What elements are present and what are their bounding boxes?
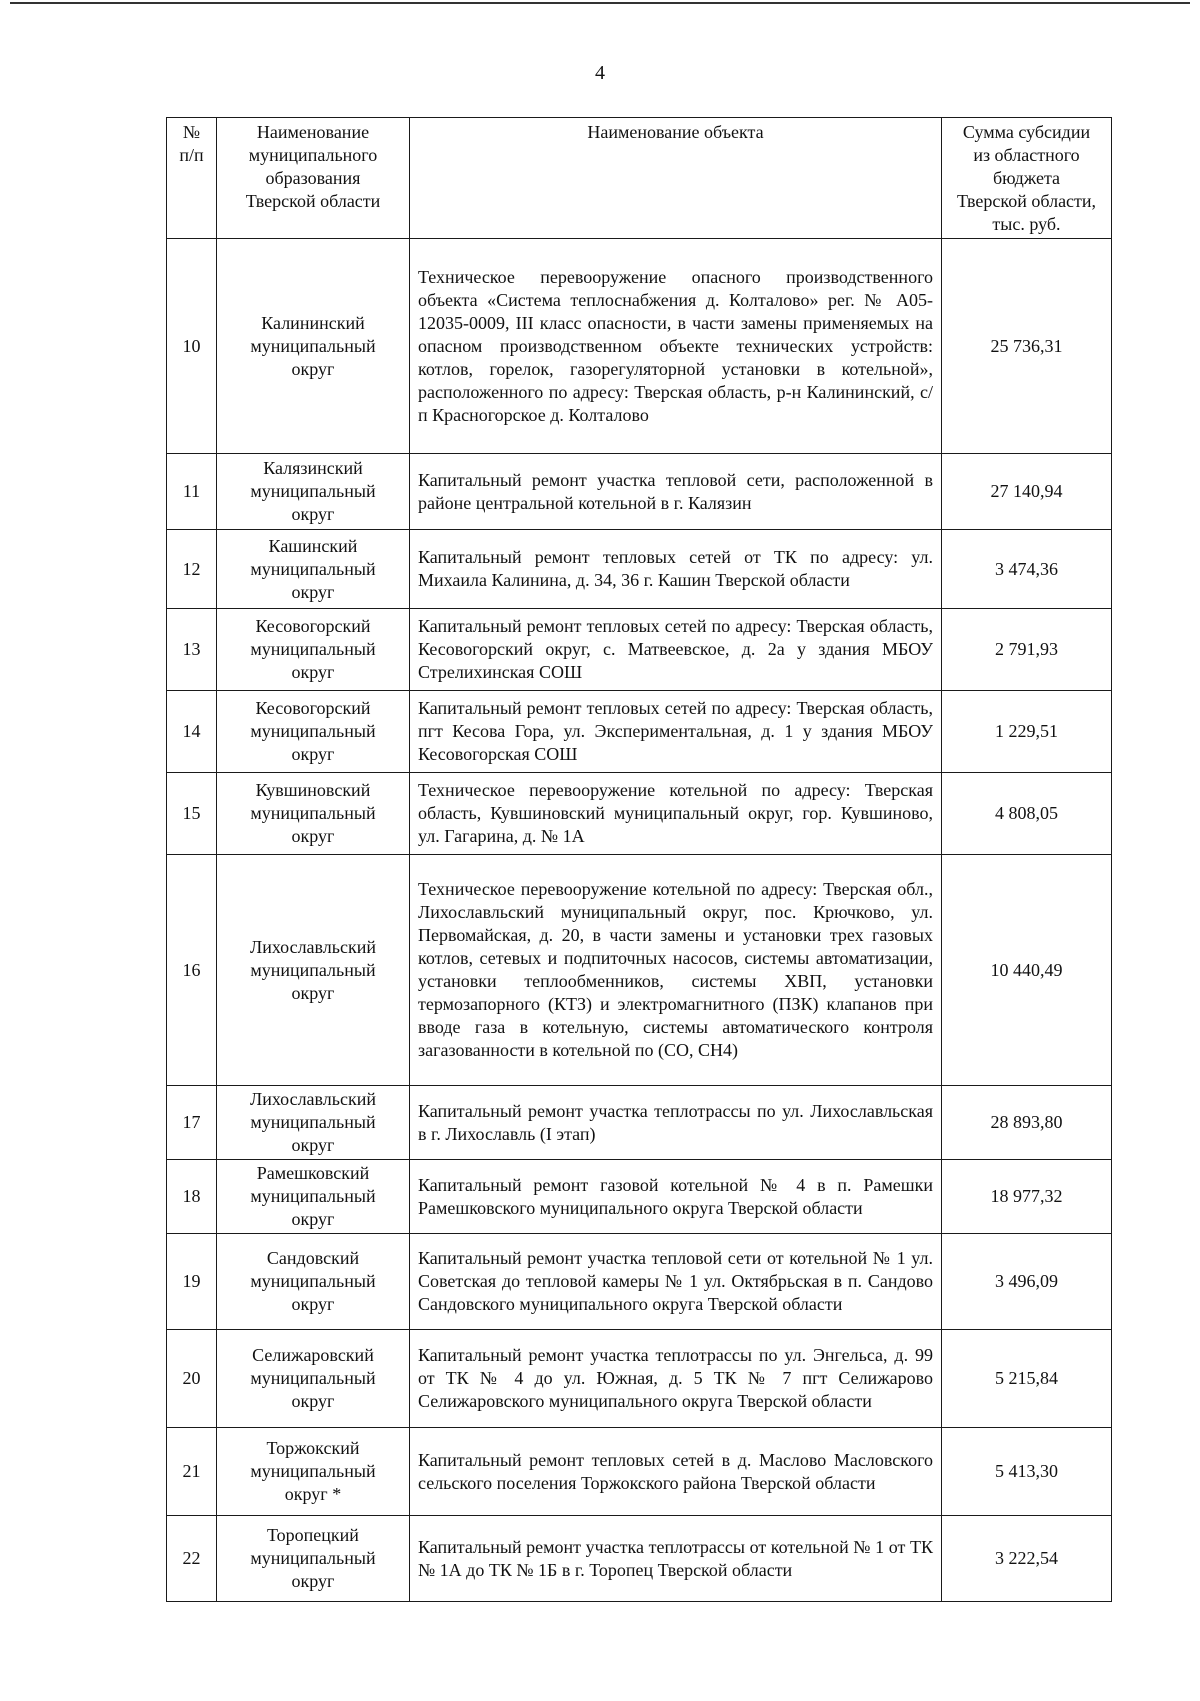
table-row	[167, 1428, 1112, 1516]
row-number: 20	[167, 1330, 217, 1428]
municipality-cell: Лихославльский муниципальный округ	[217, 1086, 410, 1160]
header-number: № п/п	[167, 118, 217, 239]
sum-cell: 3 474,36	[942, 530, 1112, 609]
sum-cell: 25 736,31	[942, 239, 1112, 454]
page-number: 4	[595, 62, 605, 84]
header-object-name: Наименование объекта	[410, 118, 942, 239]
table-row	[167, 1086, 1112, 1160]
object-cell: Капитальный ремонт тепловых сетей от ТК по адресу: ул. Михаила Калинина, д. 34, 36 г. Кашин Тверской области	[410, 530, 942, 609]
row-number: 13	[167, 609, 217, 691]
row-number: 10	[167, 239, 217, 454]
table-row	[167, 454, 1112, 530]
object-cell: Капитальный ремонт газовой котельной № 4 в п. Рамешки Рамешковского муниципального округа Тверской области	[410, 1160, 942, 1234]
header-municipality: Наименование муниципального образования Тверской области	[217, 118, 410, 239]
row-number: 22	[167, 1516, 217, 1602]
table-header	[167, 118, 1112, 239]
object-cell: Капитальный ремонт участка теплотрассы от котельной № 1 от ТК № 1А до ТК № 1Б в г. Торопец Тверской области	[410, 1516, 942, 1602]
object-cell: Техническое перевооружение котельной по адресу: Тверская область, Кувшиновский муниципальный округ, гор. Кувшиново, ул. Гагарина, д. № 1А	[410, 773, 942, 855]
municipality-cell: Кувшиновский муниципальный округ	[217, 773, 410, 855]
object-cell: Техническое перевооружение котельной по адресу: Тверская обл., Лихославльский муниципальный округ, пос. Крючково, ул. Первомайская, д. 20, в части замены и установки трех газовых котлов, сетевых и подпиточных насосов, системы автоматизации, установки теплообменников, системы ХВП, установки термозапорного (КТЗ) и электромагнитного (ПЗК) клапанов при вводе газа в котельную, системы автоматического контроля загазованности в котельной по (CO, CH4)	[410, 855, 942, 1086]
municipality-cell: Лихославльский муниципальный округ	[217, 855, 410, 1086]
object-cell: Капитальный ремонт тепловых сетей в д. Маслово Масловского сельского поселения Торжокского района Тверской области	[410, 1428, 942, 1516]
municipality-cell: Сандовский муниципальный округ	[217, 1234, 410, 1330]
municipality-cell: Кесовогорский муниципальный округ	[217, 609, 410, 691]
municipality-cell: Кашинский муниципальный округ	[217, 530, 410, 609]
row-number: 18	[167, 1160, 217, 1234]
table-row	[167, 609, 1112, 691]
municipality-cell: Торопецкий муниципальный округ	[217, 1516, 410, 1602]
row-number: 16	[167, 855, 217, 1086]
municipality-cell: Калининский муниципальный округ	[217, 239, 410, 454]
row-number: 14	[167, 691, 217, 773]
row-number: 19	[167, 1234, 217, 1330]
table-row	[167, 530, 1112, 609]
row-number: 11	[167, 454, 217, 530]
municipality-cell: Торжокский муниципальный округ *	[217, 1428, 410, 1516]
table-row	[167, 1160, 1112, 1234]
object-cell: Капитальный ремонт участка теплотрассы по ул. Энгельса, д. 99 от ТК № 4 до ул. Южная, д. 5 ТК № 7 пгт Селижарово Селижаровского муниципального округа Тверской области	[410, 1330, 942, 1428]
municipality-cell: Селижаровский муниципальный округ	[217, 1330, 410, 1428]
table-row	[167, 691, 1112, 773]
table-row	[167, 239, 1112, 454]
row-number: 17	[167, 1086, 217, 1160]
header-row	[167, 118, 1112, 239]
sum-cell: 18 977,32	[942, 1160, 1112, 1234]
sum-cell: 4 808,05	[942, 773, 1112, 855]
sum-cell: 28 893,80	[942, 1086, 1112, 1160]
sum-cell: 2 791,93	[942, 609, 1112, 691]
table-row	[167, 1516, 1112, 1602]
sum-cell: 3 222,54	[942, 1516, 1112, 1602]
top-border-line	[10, 2, 1190, 4]
sum-cell: 27 140,94	[942, 454, 1112, 530]
object-cell: Капитальный ремонт тепловых сетей по адресу: Тверская область, Кесовогорский округ, с. Матвеевское, д. 2а у здания МБОУ Стрелихинская СОШ	[410, 609, 942, 691]
object-cell: Капитальный ремонт тепловых сетей по адресу: Тверская область, пгт Кесова Гора, ул. Экспериментальная, д. 1 у здания МБОУ Кесовогорская СОШ	[410, 691, 942, 773]
row-number: 12	[167, 530, 217, 609]
object-cell: Капитальный ремонт участка теплотрассы по ул. Лихославльская в г. Лихославль (I этап)	[410, 1086, 942, 1160]
table-row	[167, 773, 1112, 855]
sum-cell: 5 215,84	[942, 1330, 1112, 1428]
municipality-cell: Кесовогорский муниципальный округ	[217, 691, 410, 773]
object-cell: Капитальный ремонт участка тепловой сети, расположенной в районе центральной котельной в г. Калязин	[410, 454, 942, 530]
table-row	[167, 1330, 1112, 1428]
object-cell: Капитальный ремонт участка тепловой сети от котельной № 1 ул. Советская до тепловой камеры № 1 ул. Октябрьская в п. Сандово Сандовского муниципального округа Тверской области	[410, 1234, 942, 1330]
table-body	[167, 239, 1112, 1602]
row-number: 21	[167, 1428, 217, 1516]
sum-cell: 3 496,09	[942, 1234, 1112, 1330]
sum-cell: 10 440,49	[942, 855, 1112, 1086]
sum-cell: 5 413,30	[942, 1428, 1112, 1516]
row-number: 15	[167, 773, 217, 855]
header-subsidy-sum: Сумма субсидии из областного бюджета Тверской области, тыс. руб.	[942, 118, 1112, 239]
table-row	[167, 855, 1112, 1086]
sum-cell: 1 229,51	[942, 691, 1112, 773]
municipality-cell: Калязинский муниципальный округ	[217, 454, 410, 530]
object-cell: Техническое перевооружение опасного производственного объекта «Система теплоснабжения д. Колталово» рег. № А05-12035-0009, III класс опасности, в части замены применяемых на опасном производственном объекте технических устройств: котлов, горелок, газорегуляторной установки в котельной», расположенного по адресу: Тверская область, р-н Калининский, с/п Красногорское д. Колталово	[410, 239, 942, 454]
subsidy-table	[166, 117, 1112, 1602]
table-row	[167, 1234, 1112, 1330]
municipality-cell: Рамешковский муниципальный округ	[217, 1160, 410, 1234]
